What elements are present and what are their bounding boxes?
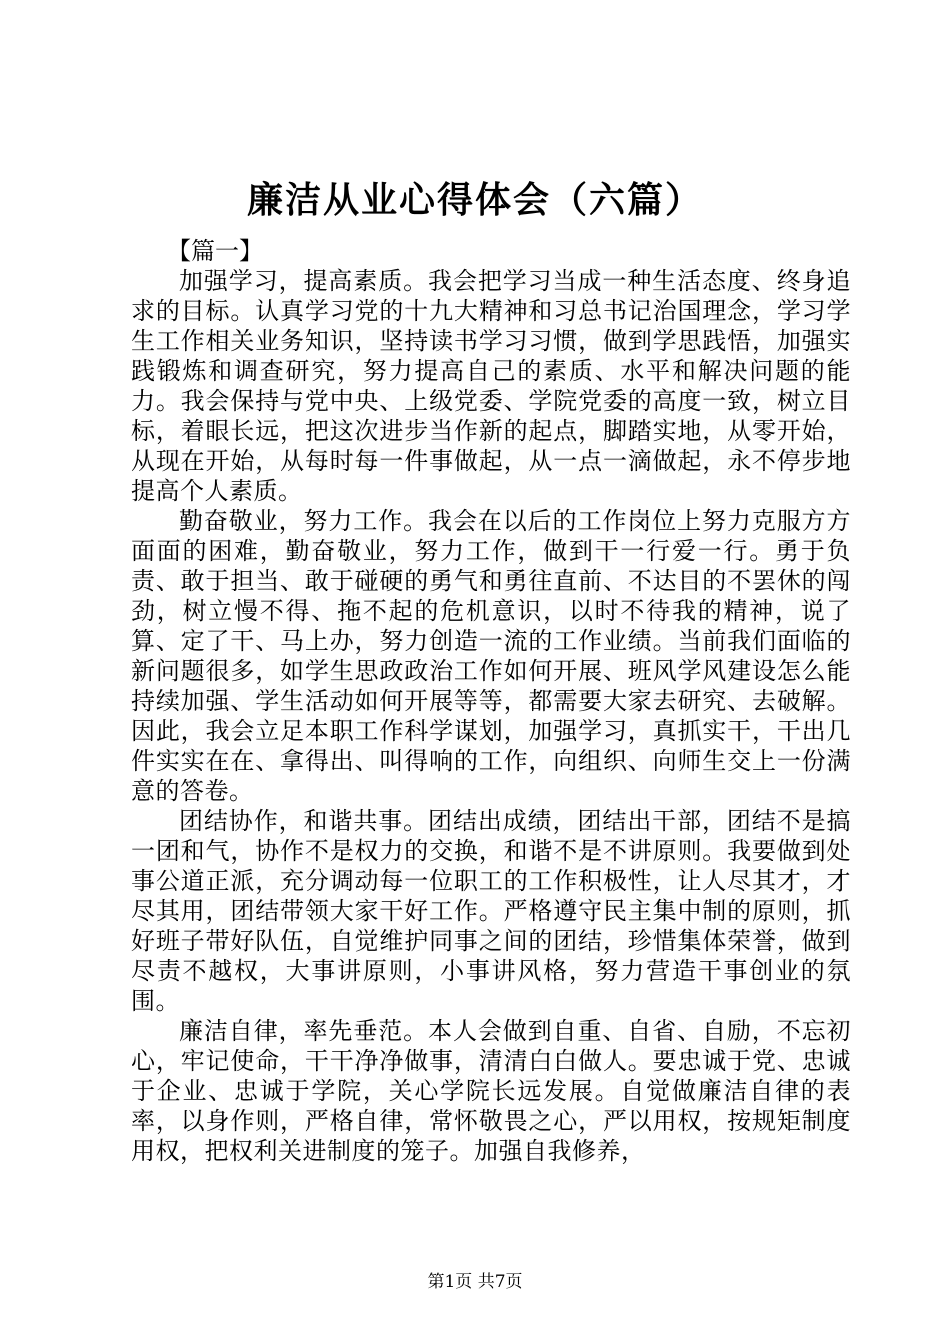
paragraph-integrity: 廉洁自律，率先垂范。本人会做到自重、自省、自励，不忘初心，牢记使命，干干净净做事，清清白白做人。要忠诚于党、忠诚于企业、忠诚于学院，关心学院长远发展。自觉做廉洁自律的表率，以身作则，严格自律，常怀敬畏之心，严以用权，按规矩制度用权，把权利关进制度的笼子。加强自我修养， — [131, 1017, 851, 1165]
document-title: 廉洁从业心得体会（六篇） — [246, 179, 703, 221]
section-label: 【篇一】 — [167, 237, 263, 265]
paragraph-study: 加强学习，提高素质。我会把学习当成一种生活态度、终身追求的目标。认真学习党的十九大精神和习总书记治国理念，学习学生工作相关业务知识，坚持读书学习习惯，做到学思践悟，加强实践锻炼和调查研究，努力提高自己的素质、水平和解决问题的能力。我会保持与党中央、上级党委、学院党委的高度一致，树立目标，着眼长远，把这次进步当作新的起点，脚踏实地，从零开始，从现在开始，从每时每一件事做起，从一点一滴做起，永不停步地提高个人素质。 — [131, 267, 851, 505]
document-body — [131, 236, 851, 1166]
paragraph-unity: 团结协作，和谐共事。团结出成绩，团结出干部，团结不是搞一团和气，协作不是权力的交换，和谐不是不讲原则。我要做到处事公道正派，充分调动每一位职工的工作积极性，让人尽其才，才尽其用，团结带领大家干好工作。严格遵守民主集中制的原则，抓好班子带好队伍，自觉维护同事之间的团结，珍惜集体荣誉，做到尽责不越权，大事讲原则，小事讲风格，努力营造干事创业的氛围。 — [131, 807, 851, 1015]
page-footer: 第1页 共7页 — [427, 1272, 523, 1292]
paragraph-diligence: 勤奋敬业，努力工作。我会在以后的工作岗位上努力克服方方面面的困难，勤奋敬业，努力工作，做到干一行爱一行。勇于负责、敢于担当、敢于碰硬的勇气和勇往直前、不达目的不罢休的闯劲，树立慢不得、拖不起的危机意识，以时不待我的精神，说了算、定了干、马上办，努力创造一流的工作业绩。当前我们面临的新问题很多，如学生思政政治工作如何开展、班风学风建设怎么能持续加强、学生活动如何开展等等，都需要大家去研究、去破解。因此，我会立足本职工作科学谋划，加强学习，真抓实干，干出几件实实在在、拿得出、叫得响的工作，向组织、向师生交上一份满意的答卷。 — [131, 507, 851, 805]
